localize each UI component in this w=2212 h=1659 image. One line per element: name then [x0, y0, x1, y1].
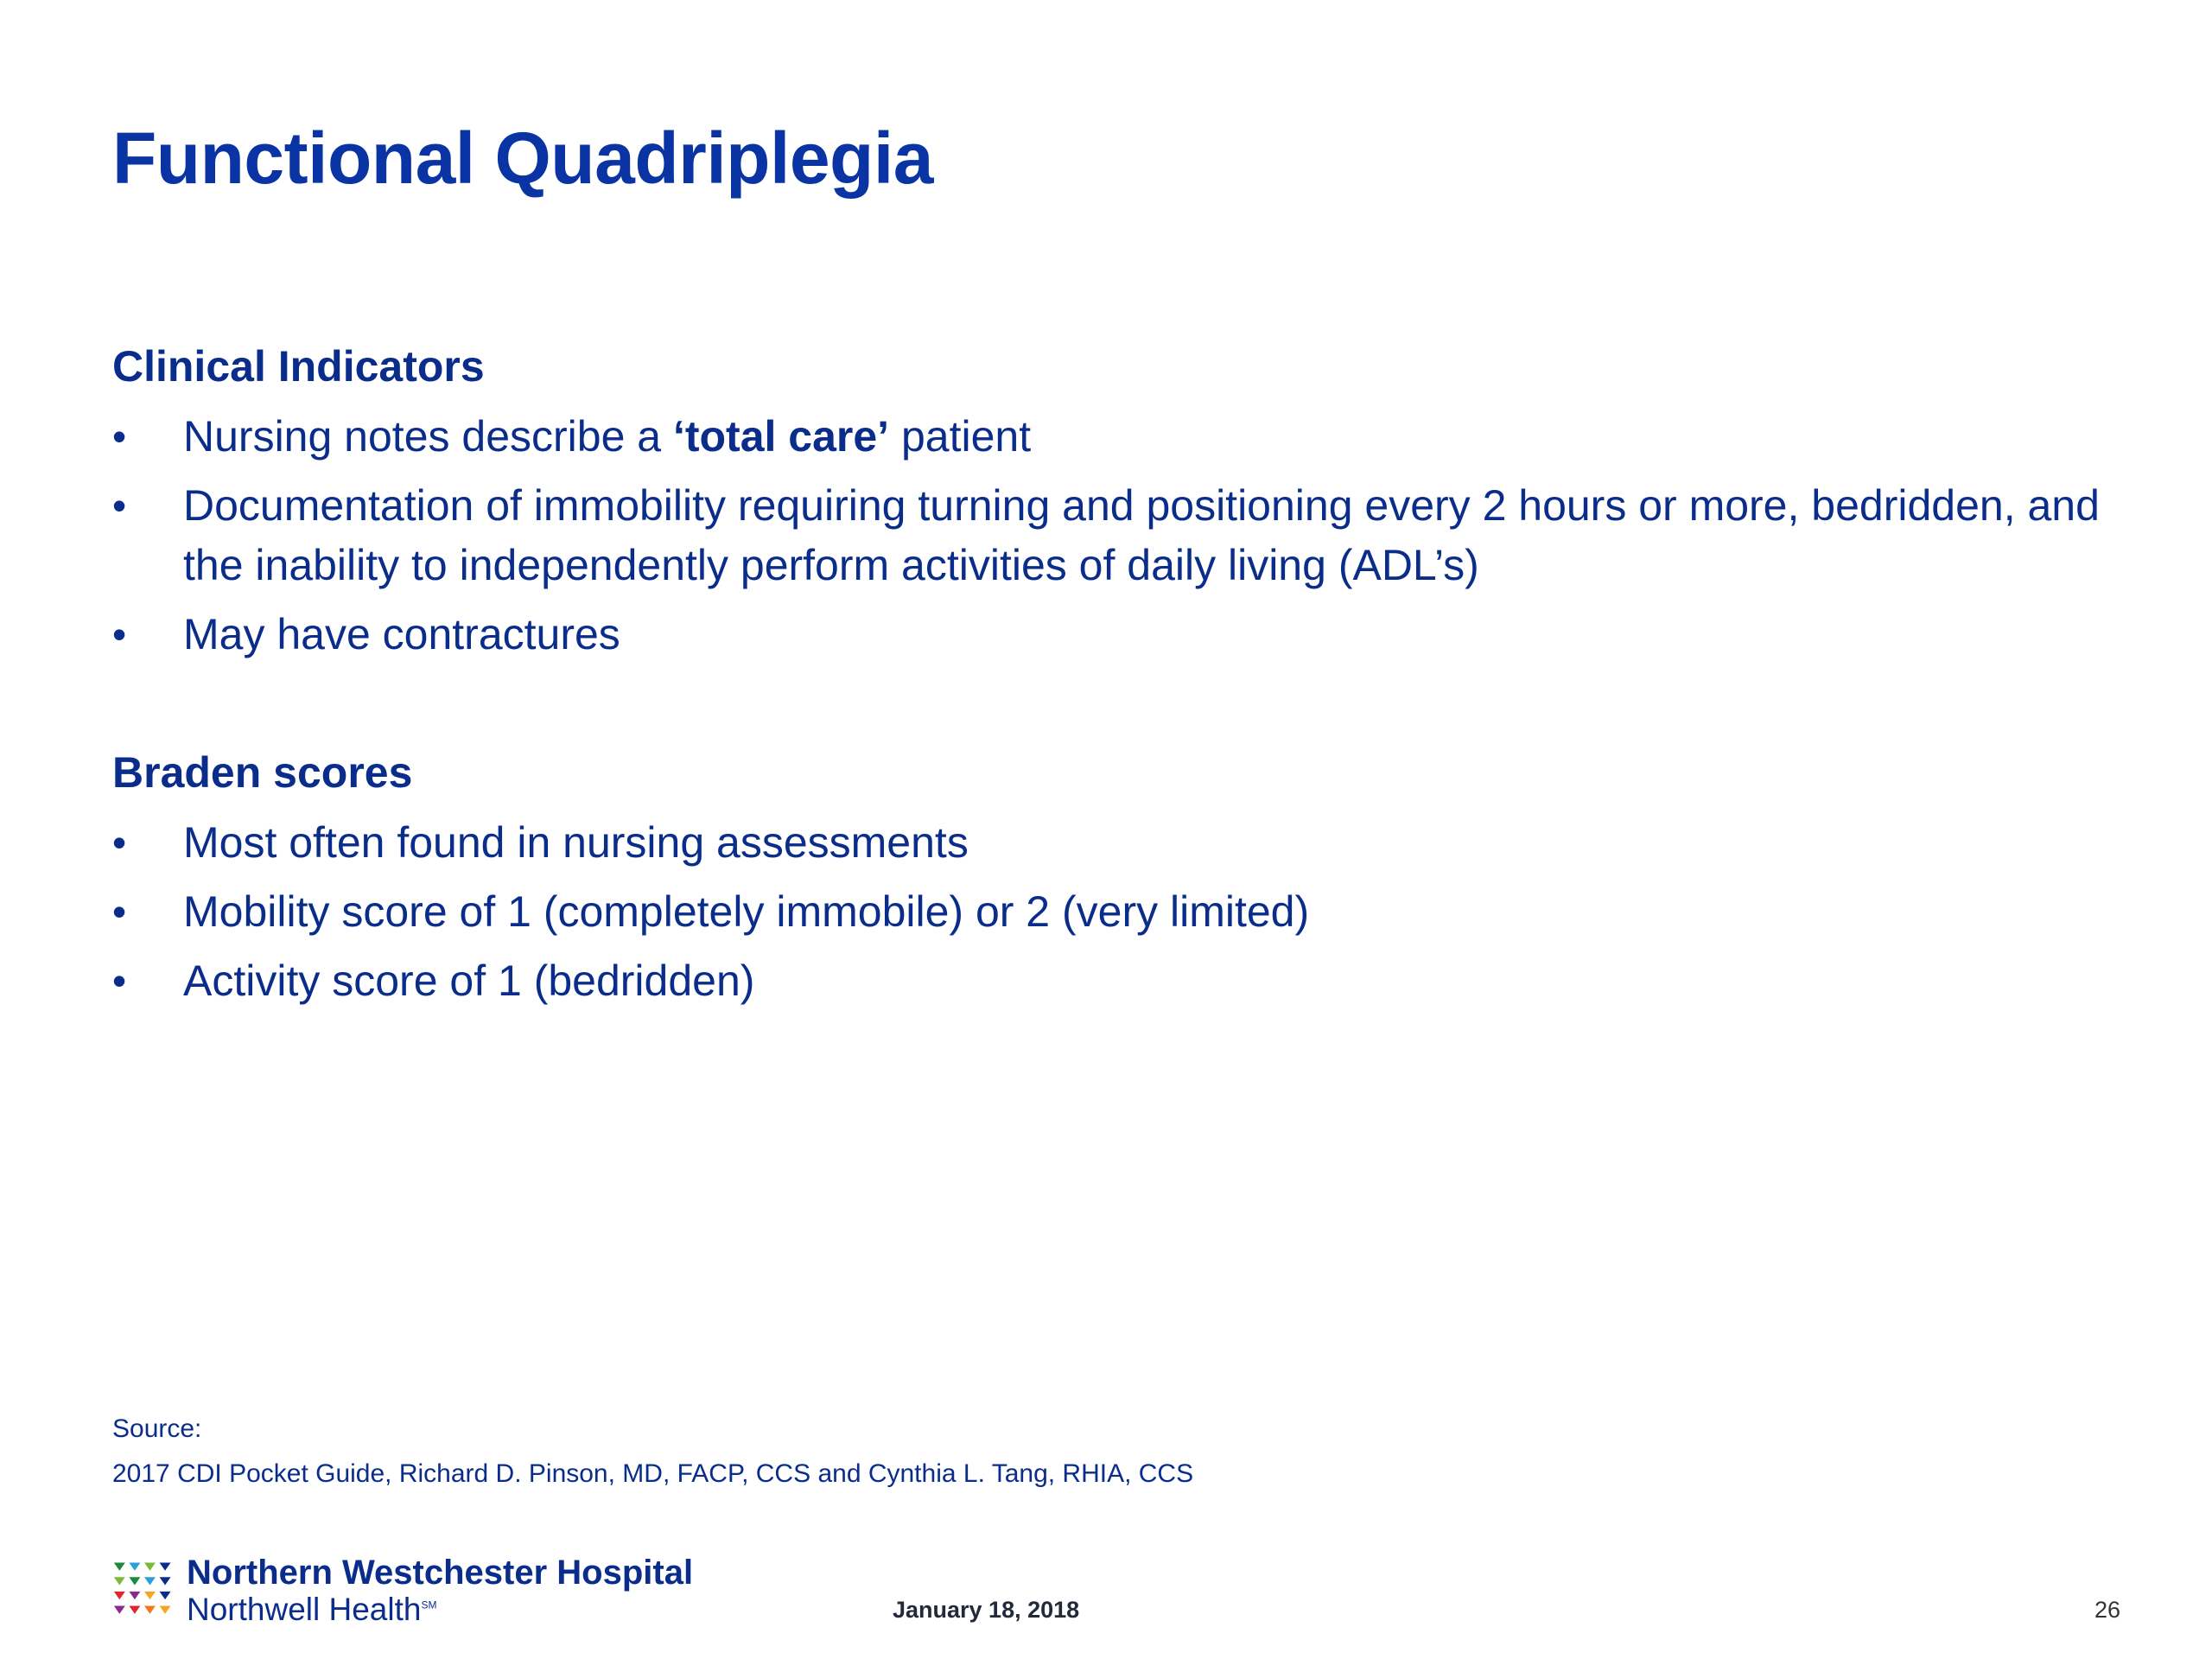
logo-text [187, 1555, 693, 1625]
source-note [112, 1407, 1193, 1497]
bullet-list [112, 813, 2100, 1011]
page-number: 26 [2094, 1597, 2121, 1623]
list-item: • Mobility score of 1 (completely immobile) or 2 (very limited) [112, 882, 2100, 942]
braden-scores-section [112, 745, 2100, 1020]
section-heading: Clinical Indicators [112, 342, 485, 391]
section-heading: Braden scores [112, 748, 413, 797]
source-citation: 2017 CDI Pocket Guide, Richard D. Pinson, MD, FACP, CCS and Cynthia L. Tang, RHIA, CCS [112, 1459, 1194, 1488]
list-item: • Activity score of 1 (bedridden) [112, 951, 2100, 1011]
hospital-logo [112, 1553, 694, 1627]
list-item: • Most often found in nursing assessments [112, 813, 2100, 873]
logo-hospital-name: Northern Westchester Hospital [187, 1553, 694, 1592]
logo-health-system: Northwell Health℠ [187, 1591, 437, 1627]
footer-date: January 18, 2018 [893, 1597, 1080, 1623]
source-label: Source: [112, 1414, 202, 1443]
list-item: • Documentation of immobility requiring turning and positioning every 2 hours or more, bedridden, and the inability to independently perform activities of daily living (ADL’s) [112, 476, 2100, 595]
list-item: • May have contractures [112, 605, 2100, 664]
slide-title: Functional Quadriplegia [112, 118, 933, 199]
list-item: • Nursing notes describe a ‘total care’ patient [112, 407, 2100, 467]
service-mark: SM [421, 1599, 437, 1611]
logo-triangles-icon [112, 1558, 176, 1622]
clinical-indicators-section [112, 339, 2100, 674]
bullet-list [112, 407, 2100, 664]
